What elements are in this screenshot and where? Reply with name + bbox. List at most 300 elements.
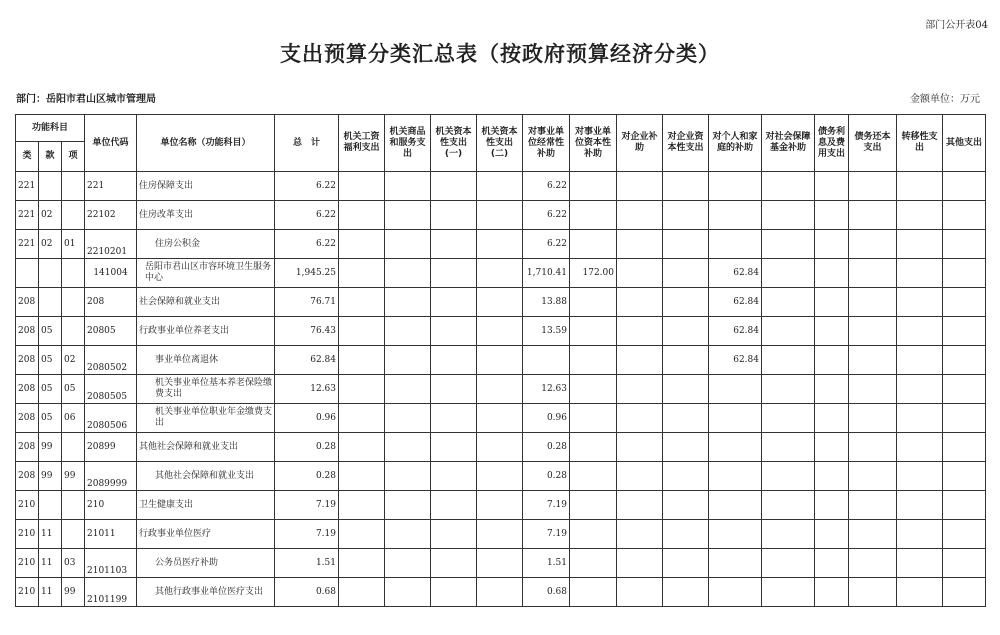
total-cell: 7.19 [275, 520, 339, 549]
amount-cell [431, 259, 477, 288]
total-cell: 1.51 [275, 549, 339, 578]
amount-cell [663, 578, 709, 607]
amount-cell [815, 317, 849, 346]
table-row [16, 259, 986, 288]
unit-code-cell: 2101103 [85, 549, 137, 578]
amount-cell [431, 375, 477, 404]
amount-cell [431, 230, 477, 259]
lei-cell: 210 [16, 578, 39, 607]
amount-cell [339, 404, 385, 433]
total-header: 总 计 [275, 115, 339, 172]
amount-cell [849, 172, 897, 201]
amount-cell [617, 578, 663, 607]
kuan-cell: 11 [39, 549, 62, 578]
amount-cell [849, 346, 897, 375]
xiang-cell: 02 [62, 346, 85, 375]
amount-cell [523, 346, 570, 375]
amount-cell [849, 578, 897, 607]
amount-cell [385, 317, 431, 346]
unit-code-cell: 20899 [85, 433, 137, 462]
col-header: 对企业资本性支出 [663, 115, 709, 172]
lei-cell: 221 [16, 230, 39, 259]
xiang-cell: 01 [62, 230, 85, 259]
table-row [16, 491, 986, 520]
kuan-cell: 99 [39, 433, 62, 462]
amount-cell [385, 549, 431, 578]
amount-cell [477, 288, 523, 317]
lei-cell: 208 [16, 433, 39, 462]
total-cell: 0.28 [275, 462, 339, 491]
xiang-cell [62, 259, 85, 288]
amount-cell [709, 462, 762, 491]
unit-code-cell: 2080502 [85, 346, 137, 375]
amount-cell [617, 230, 663, 259]
unit-code-header: 单位代码 [85, 115, 137, 172]
lei-cell: 208 [16, 288, 39, 317]
unit-code-cell: 22102 [85, 201, 137, 230]
amount-cell [570, 346, 617, 375]
col-header: 转移性支出 [897, 115, 943, 172]
col-header: 对社会保障基金补助 [762, 115, 815, 172]
unit-name-cell: 机关事业单位职业年金缴费支出 [137, 404, 275, 433]
total-cell: 0.28 [275, 433, 339, 462]
kuan-cell [39, 172, 62, 201]
amount-cell [762, 491, 815, 520]
amount-cell [663, 346, 709, 375]
table-row [16, 578, 986, 607]
amount-cell [815, 346, 849, 375]
amount-cell [477, 201, 523, 230]
col-header: 对事业单位经常性补助 [523, 115, 570, 172]
unit-name-cell: 其他社会保障和就业支出 [137, 433, 275, 462]
amount-cell [339, 578, 385, 607]
xiang-cell: 99 [62, 578, 85, 607]
amount-cell [663, 288, 709, 317]
xiang-cell: 05 [62, 375, 85, 404]
amount-cell [663, 230, 709, 259]
amount-cell [385, 491, 431, 520]
amount-cell [815, 259, 849, 288]
amount-cell: 62.84 [709, 346, 762, 375]
unit-name-cell: 公务员医疗补助 [137, 549, 275, 578]
col-header: 债务还本支出 [849, 115, 897, 172]
amount-cell [897, 549, 943, 578]
amount-cell [663, 433, 709, 462]
amount-cell [570, 578, 617, 607]
amount-cell [431, 462, 477, 491]
amount-cell [617, 404, 663, 433]
lei-cell: 208 [16, 462, 39, 491]
unit-code-cell: 208 [85, 288, 137, 317]
amount-cell: 7.19 [523, 520, 570, 549]
col-header: 机关商品和服务支出 [385, 115, 431, 172]
budget-table [15, 114, 986, 607]
col-header: 债务利息及费用支出 [815, 115, 849, 172]
amount-cell: 13.88 [523, 288, 570, 317]
table-row [16, 230, 986, 259]
amount-cell [663, 520, 709, 549]
amount-cell [339, 433, 385, 462]
amount-cell [339, 201, 385, 230]
amount-cell [663, 259, 709, 288]
amount-cell [617, 317, 663, 346]
amount-cell: 62.84 [709, 288, 762, 317]
amount-cell [477, 549, 523, 578]
amount-cell [849, 462, 897, 491]
amount-cell [762, 549, 815, 578]
department-label: 部门：岳阳市君山区城市管理局 [16, 94, 156, 105]
amount-cell [385, 520, 431, 549]
amount-cell [943, 433, 986, 462]
amount-cell [617, 462, 663, 491]
amount-cell [477, 317, 523, 346]
amount-cell [762, 317, 815, 346]
lei-cell: 208 [16, 317, 39, 346]
amount-cell [385, 172, 431, 201]
table-row [16, 288, 986, 317]
amount-cell [431, 549, 477, 578]
amount-cell [339, 520, 385, 549]
unit-name-cell: 住房改革支出 [137, 201, 275, 230]
amount-cell [477, 375, 523, 404]
unit-name-cell: 事业单位离退休 [137, 346, 275, 375]
amount-cell [385, 346, 431, 375]
amount-cell [849, 230, 897, 259]
amount-cell [617, 433, 663, 462]
amount-cell [943, 259, 986, 288]
amount-cell [663, 491, 709, 520]
kuan-cell: 11 [39, 578, 62, 607]
total-cell: 76.71 [275, 288, 339, 317]
amount-cell [617, 375, 663, 404]
col-header: 机关工资福利支出 [339, 115, 385, 172]
unit-code-cell: 2080505 [85, 375, 137, 404]
lei-cell: 210 [16, 491, 39, 520]
amount-cell [709, 433, 762, 462]
unit-code-cell: 2101199 [85, 578, 137, 607]
amount-cell [617, 520, 663, 549]
amount-cell [943, 520, 986, 549]
total-cell: 6.22 [275, 230, 339, 259]
col-header: 机关资本性支出(二) [477, 115, 523, 172]
amount-cell [477, 259, 523, 288]
total-cell: 12.63 [275, 375, 339, 404]
table-row [16, 317, 986, 346]
amount-cell [477, 433, 523, 462]
xiang-cell [62, 172, 85, 201]
total-cell: 76.43 [275, 317, 339, 346]
amount-cell [897, 578, 943, 607]
amount-cell [943, 317, 986, 346]
amount-cell: 6.22 [523, 230, 570, 259]
amount-cell [897, 201, 943, 230]
amount-cell [385, 433, 431, 462]
amount-cell [617, 491, 663, 520]
amount-cell [815, 375, 849, 404]
amount-cell [943, 491, 986, 520]
amount-cell: 0.68 [523, 578, 570, 607]
unit-name-cell: 岳阳市君山区市容环境卫生服务中心 [137, 259, 275, 288]
amount-cell [815, 491, 849, 520]
unit-code-cell: 20805 [85, 317, 137, 346]
unit-name-cell: 卫生健康支出 [137, 491, 275, 520]
amount-cell: 7.19 [523, 491, 570, 520]
amount-cell [943, 230, 986, 259]
unit-name-header: 单位名称（功能科目） [137, 115, 275, 172]
amount-cell [709, 172, 762, 201]
lei-cell: 210 [16, 549, 39, 578]
kuan-cell: 05 [39, 375, 62, 404]
amount-cell [570, 288, 617, 317]
xiang-cell: 03 [62, 549, 85, 578]
table-row [16, 549, 986, 578]
xiang-cell [62, 288, 85, 317]
unit-code-cell: 2080506 [85, 404, 137, 433]
amount-cell: 6.22 [523, 172, 570, 201]
amount-cell [849, 491, 897, 520]
table-body [16, 172, 986, 607]
unit-name-cell: 其他行政事业单位医疗支出 [137, 578, 275, 607]
amount-cell [617, 288, 663, 317]
amount-cell [339, 549, 385, 578]
unit-name-cell: 社会保障和就业支出 [137, 288, 275, 317]
col-header: 对企业补助 [617, 115, 663, 172]
amount-cell [849, 317, 897, 346]
total-cell: 0.96 [275, 404, 339, 433]
table-row [16, 201, 986, 230]
kuan-cell [39, 491, 62, 520]
amount-cell [815, 462, 849, 491]
amount-cell [762, 288, 815, 317]
amount-cell [709, 520, 762, 549]
table-header [16, 115, 986, 172]
amount-cell [762, 201, 815, 230]
kuan-cell [39, 259, 62, 288]
amount-cell [943, 346, 986, 375]
amount-cell [339, 230, 385, 259]
unit-code-cell: 141004 [85, 259, 137, 288]
amount-cell [431, 317, 477, 346]
amount-cell [815, 433, 849, 462]
amount-cell [815, 201, 849, 230]
amount-cell [815, 578, 849, 607]
amount-cell [943, 549, 986, 578]
lei-cell: 221 [16, 201, 39, 230]
amount-cell [943, 578, 986, 607]
amount-cell [815, 230, 849, 259]
amount-cell [849, 375, 897, 404]
total-cell: 62.84 [275, 346, 339, 375]
lei-cell: 208 [16, 346, 39, 375]
amount-cell [815, 520, 849, 549]
kuan-header: 款 [39, 142, 62, 172]
amount-cell [339, 317, 385, 346]
amount-cell: 0.28 [523, 462, 570, 491]
amount-cell [663, 375, 709, 404]
total-cell: 7.19 [275, 491, 339, 520]
amount-cell [943, 172, 986, 201]
amount-cell [617, 201, 663, 230]
amount-cell [897, 491, 943, 520]
xiang-cell: 06 [62, 404, 85, 433]
amount-cell [897, 259, 943, 288]
amount-cell [431, 404, 477, 433]
amount-cell [617, 346, 663, 375]
amount-cell [709, 578, 762, 607]
amount-cell [762, 346, 815, 375]
amount-cell [709, 404, 762, 433]
amount-cell [385, 259, 431, 288]
amount-cell [477, 404, 523, 433]
amount-cell [709, 375, 762, 404]
amount-cell [897, 462, 943, 491]
table-row [16, 375, 986, 404]
amount-cell [339, 288, 385, 317]
amount-cell [663, 462, 709, 491]
amount-cell: 13.59 [523, 317, 570, 346]
table-row [16, 404, 986, 433]
amount-cell [762, 375, 815, 404]
amount-cell [570, 491, 617, 520]
amount-cell [897, 375, 943, 404]
amount-cell [897, 230, 943, 259]
amount-cell [431, 288, 477, 317]
kuan-cell: 11 [39, 520, 62, 549]
xiang-cell [62, 520, 85, 549]
amount-cell [762, 462, 815, 491]
amount-cell [385, 288, 431, 317]
kuan-cell: 02 [39, 230, 62, 259]
table-row [16, 346, 986, 375]
amount-cell [339, 462, 385, 491]
col-header: 其他支出 [943, 115, 986, 172]
amount-cell [709, 230, 762, 259]
amount-cell [570, 462, 617, 491]
amount-cell [477, 172, 523, 201]
amount-cell [385, 578, 431, 607]
unit-code-cell: 2089999 [85, 462, 137, 491]
amount-cell [943, 375, 986, 404]
amount-cell [570, 201, 617, 230]
amount-cell [663, 317, 709, 346]
amount-cell [849, 288, 897, 317]
unit-label: 金额单位：万元 [910, 94, 980, 105]
amount-cell: 0.28 [523, 433, 570, 462]
amount-cell [431, 433, 477, 462]
amount-cell [709, 549, 762, 578]
col-header: 对事业单位资本性补助 [570, 115, 617, 172]
xiang-cell [62, 433, 85, 462]
kuan-cell: 02 [39, 201, 62, 230]
amount-cell: 172.00 [570, 259, 617, 288]
lei-cell: 208 [16, 404, 39, 433]
amount-cell [431, 172, 477, 201]
amount-cell [815, 404, 849, 433]
amount-cell [762, 433, 815, 462]
amount-cell [431, 201, 477, 230]
unit-code-cell: 210 [85, 491, 137, 520]
amount-cell [570, 520, 617, 549]
amount-cell [762, 404, 815, 433]
amount-cell [663, 404, 709, 433]
kuan-cell: 05 [39, 317, 62, 346]
unit-name-cell: 住房保障支出 [137, 172, 275, 201]
amount-cell [431, 520, 477, 549]
amount-cell [762, 172, 815, 201]
amount-cell [477, 346, 523, 375]
total-cell: 1,945.25 [275, 259, 339, 288]
table-row [16, 520, 986, 549]
amount-cell [385, 375, 431, 404]
unit-code-cell: 221 [85, 172, 137, 201]
amount-cell [897, 172, 943, 201]
xiang-cell [62, 491, 85, 520]
amount-cell [849, 201, 897, 230]
amount-cell: 0.96 [523, 404, 570, 433]
amount-cell: 12.63 [523, 375, 570, 404]
amount-cell [339, 346, 385, 375]
kuan-cell: 05 [39, 346, 62, 375]
amount-cell: 1.51 [523, 549, 570, 578]
amount-cell [943, 404, 986, 433]
total-cell: 6.22 [275, 172, 339, 201]
col-header: 对个人和家庭的补助 [709, 115, 762, 172]
unit-name-cell: 其他社会保障和就业支出 [137, 462, 275, 491]
xiang-cell [62, 317, 85, 346]
amount-cell: 62.84 [709, 317, 762, 346]
amount-cell [570, 317, 617, 346]
amount-cell [477, 230, 523, 259]
amount-cell [431, 346, 477, 375]
amount-cell [431, 491, 477, 520]
amount-cell: 1,710.41 [523, 259, 570, 288]
amount-cell [570, 433, 617, 462]
amount-cell [897, 520, 943, 549]
amount-cell [477, 578, 523, 607]
func-subject-header: 功能科目 [16, 115, 85, 142]
amount-cell [849, 259, 897, 288]
amount-cell [570, 375, 617, 404]
kuan-cell: 05 [39, 404, 62, 433]
amount-cell [943, 462, 986, 491]
amount-cell [897, 404, 943, 433]
amount-cell [385, 201, 431, 230]
unit-code-cell: 21011 [85, 520, 137, 549]
amount-cell [617, 172, 663, 201]
amount-cell [663, 201, 709, 230]
xiang-cell [62, 201, 85, 230]
amount-cell [617, 549, 663, 578]
amount-cell: 62.84 [709, 259, 762, 288]
amount-cell [385, 230, 431, 259]
amount-cell [897, 433, 943, 462]
amount-cell [815, 549, 849, 578]
amount-cell [617, 259, 663, 288]
unit-name-cell: 机关事业单位基本养老保险缴费支出 [137, 375, 275, 404]
amount-cell [762, 578, 815, 607]
amount-cell [849, 549, 897, 578]
amount-cell [431, 578, 477, 607]
lei-cell: 208 [16, 375, 39, 404]
amount-cell [897, 346, 943, 375]
amount-cell [339, 491, 385, 520]
col-header: 机关资本性支出(一) [431, 115, 477, 172]
amount-cell [709, 201, 762, 230]
amount-cell [762, 230, 815, 259]
lei-cell: 221 [16, 172, 39, 201]
lei-header: 类 [16, 142, 39, 172]
amount-cell [849, 520, 897, 549]
